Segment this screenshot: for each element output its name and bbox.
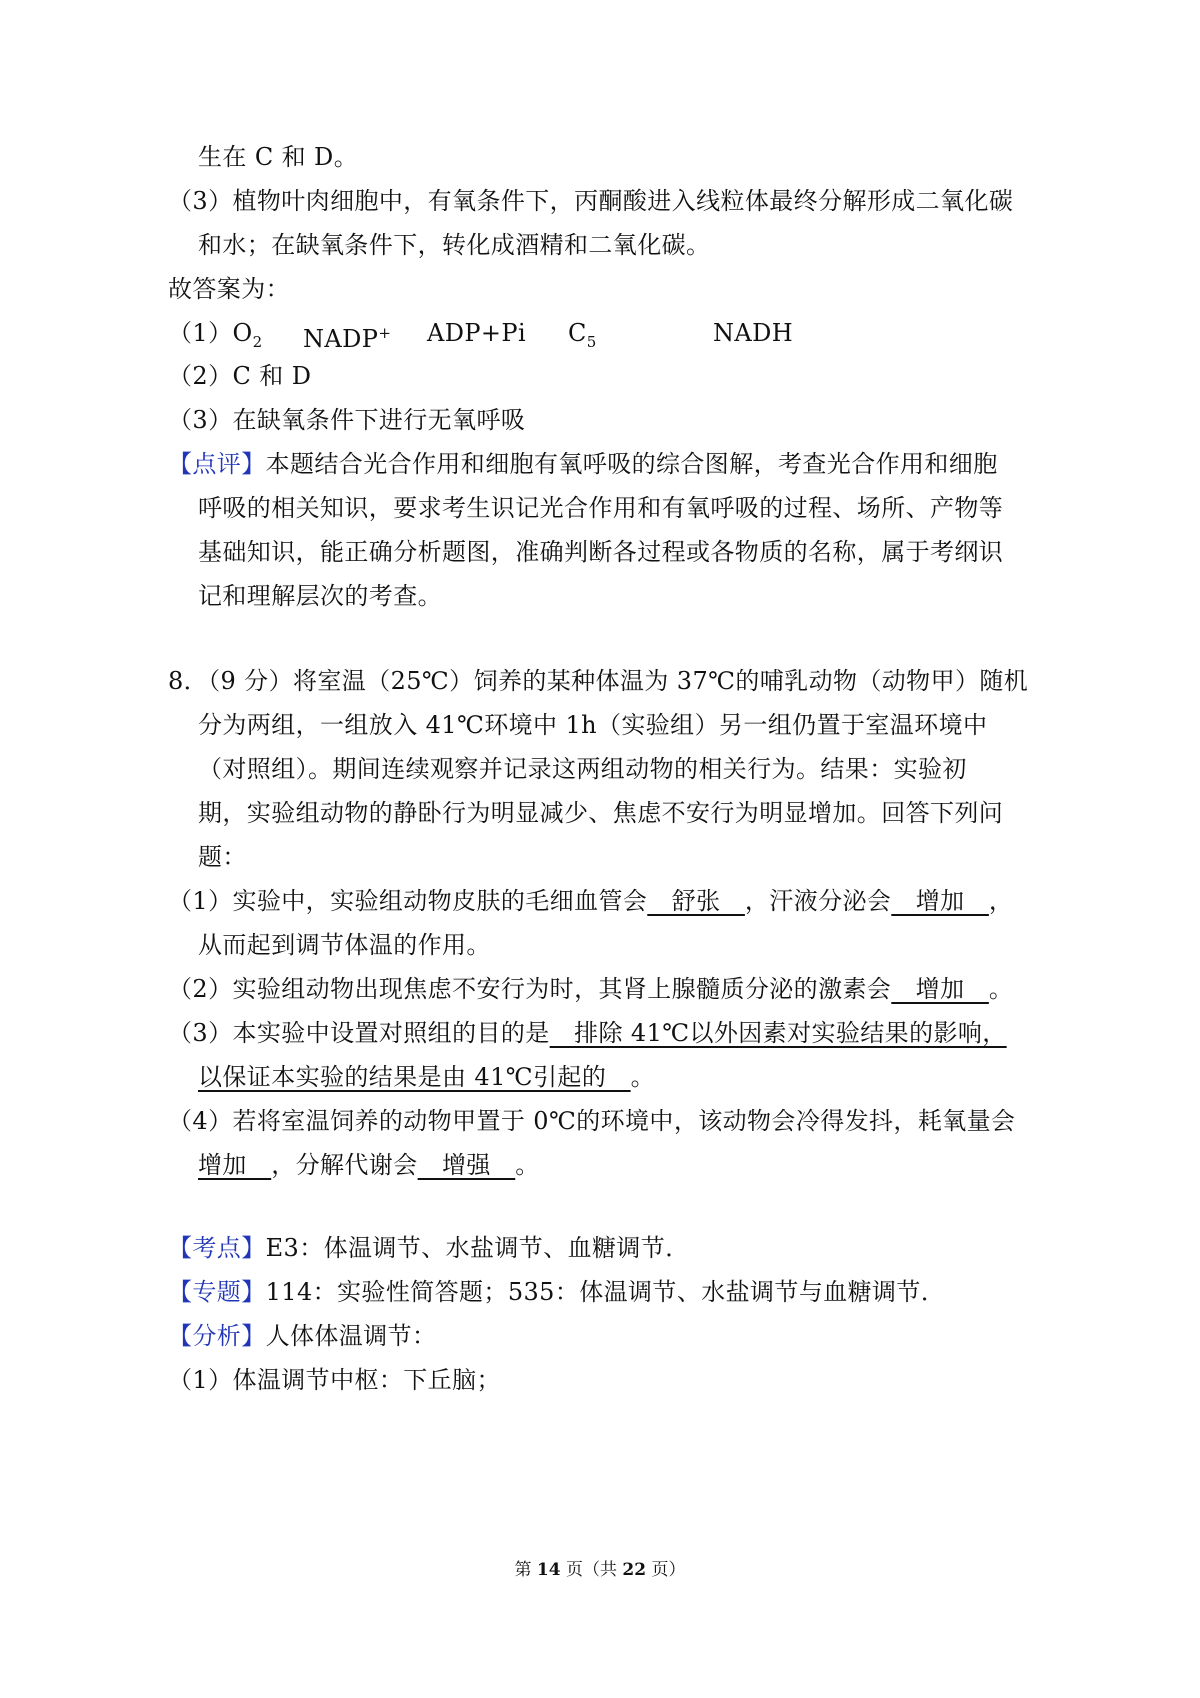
sub-question-1: （1）实验中，实验组动物皮肤的毛细血管会 舒张 ，汗液分泌会 增加 ， — [168, 887, 1014, 915]
question-stem-line-3: （对照组）。期间连续观察并记录这两组动物的相关行为。结果：实验初 — [198, 755, 967, 783]
comment-line-3: 基础知识，能正确分析题图，准确判断各过程或各物质的名称，属于考纲识 — [198, 538, 1004, 566]
answer-item-3 — [168, 184, 1013, 218]
answer-blank-oxygen: 增加 — [198, 1151, 272, 1179]
comment-line-4: 记和理解层次的考查。 — [198, 582, 442, 610]
item-label: （3） — [168, 187, 233, 215]
conclusion-heading: 故答案为： — [168, 275, 290, 303]
question-stem-line-5: 题： — [198, 843, 247, 871]
sub-question-4: （4）若将室温饲养的动物甲置于 0℃的环境中，该动物会冷得发抖，耗氧量会 — [168, 1107, 1016, 1135]
item-text: 植物叶肉细胞中，有氧条件下，丙酮酸进入线粒体最终分解形成二氧化碳 — [232, 187, 1014, 215]
page-total: 22 — [622, 1560, 647, 1580]
answer-blank-hormone: 增加 — [891, 975, 989, 1003]
answer-o2: $O_2$ — [232, 319, 263, 351]
question-8-stem — [168, 664, 1028, 698]
answer-c5: $C_5$ — [568, 319, 597, 351]
answer-3: （3）在缺氧条件下进行无氧呼吸 — [168, 406, 526, 434]
answer-blank-metabolism: 增强 — [417, 1151, 516, 1179]
answer-nadp: NADP+ — [303, 324, 392, 353]
zhuanti-line: 【专题】114：实验性简答题；535：体温调节、水盐调节与血糖调节． — [168, 1278, 946, 1306]
comment-line-2: 呼吸的相关知识，要求考生识记光合作用和有氧呼吸的过程、场所、产物等 — [198, 494, 1004, 522]
kaodian-tag: 【考点】 — [168, 1234, 266, 1262]
sub-question-4-cont: 增加 ，分解代谢会 增强 。 — [198, 1151, 540, 1179]
fenxi-tag: 【分析】 — [168, 1322, 266, 1350]
question-number: 8． — [168, 667, 209, 695]
question-stem-line-4: 期，实验组动物的静卧行为明显减少、焦虑不安行为明显增加。回答下列问 — [198, 799, 1004, 827]
sub-question-1-cont: 从而起到调节体温的作用。 — [198, 931, 491, 959]
answer-blank-dilate: 舒张 — [647, 887, 745, 915]
answer-item-3-cont: 和水；在缺氧条件下，转化成酒精和二氧化碳。 — [198, 231, 711, 259]
zhuanti-tag: 【专题】 — [168, 1278, 266, 1306]
answer-line-c-d: 生在 C 和 D。 — [198, 143, 359, 171]
answer-2: （2）C 和 D — [168, 362, 312, 390]
answer-adp: ADP+Pi — [427, 319, 527, 347]
comment-text: 本题结合光合作用和细胞有氧呼吸的综合图解，考查光合作用和细胞 — [265, 450, 998, 478]
answer-1 — [168, 316, 1068, 359]
answer-blank-purpose: 排除 41℃以外因素对实验结果的影响， — [549, 1019, 1007, 1047]
question-stem-line-2: 分为两组，一组放入 41℃环境中 1h（实验组）另一组仍置于室温环境中 — [198, 711, 988, 739]
analysis-point-1: （1）体温调节中枢：下丘脑； — [168, 1366, 501, 1394]
fenxi-line: 【分析】人体体温调节： — [168, 1322, 437, 1350]
sub-question-2: （2）实验组动物出现焦虑不安行为时，其肾上腺髓质分泌的激素会 增加 。 — [168, 975, 1014, 1003]
page-number: 14 — [536, 1560, 561, 1580]
comment-paragraph — [168, 447, 998, 481]
sub-question-3: （3）本实验中设置对照组的目的是 排除 41℃以外因素对实验结果的影响， — [168, 1019, 1007, 1047]
kaodian-line: 【考点】E3：体温调节、水盐调节、血糖调节． — [168, 1234, 690, 1262]
comment-tag: 【点评】 — [168, 450, 266, 478]
answer-blank-increase: 增加 — [891, 887, 989, 915]
answer-1-label: （1） — [168, 319, 233, 347]
answer-nadh: NADH — [713, 319, 794, 347]
page-footer: 第 14 页（共 22 页） — [514, 1560, 686, 1580]
question-stem-text: （9 分）将室温（25℃）饲养的某种体温为 37℃的哺乳动物（动物甲）随机 — [208, 667, 1029, 695]
answer-blank-purpose-cont: 以保证本实验的结果是由 41℃引起的 — [198, 1063, 631, 1091]
sub-question-3-cont: 以保证本实验的结果是由 41℃引起的 。 — [198, 1063, 656, 1091]
